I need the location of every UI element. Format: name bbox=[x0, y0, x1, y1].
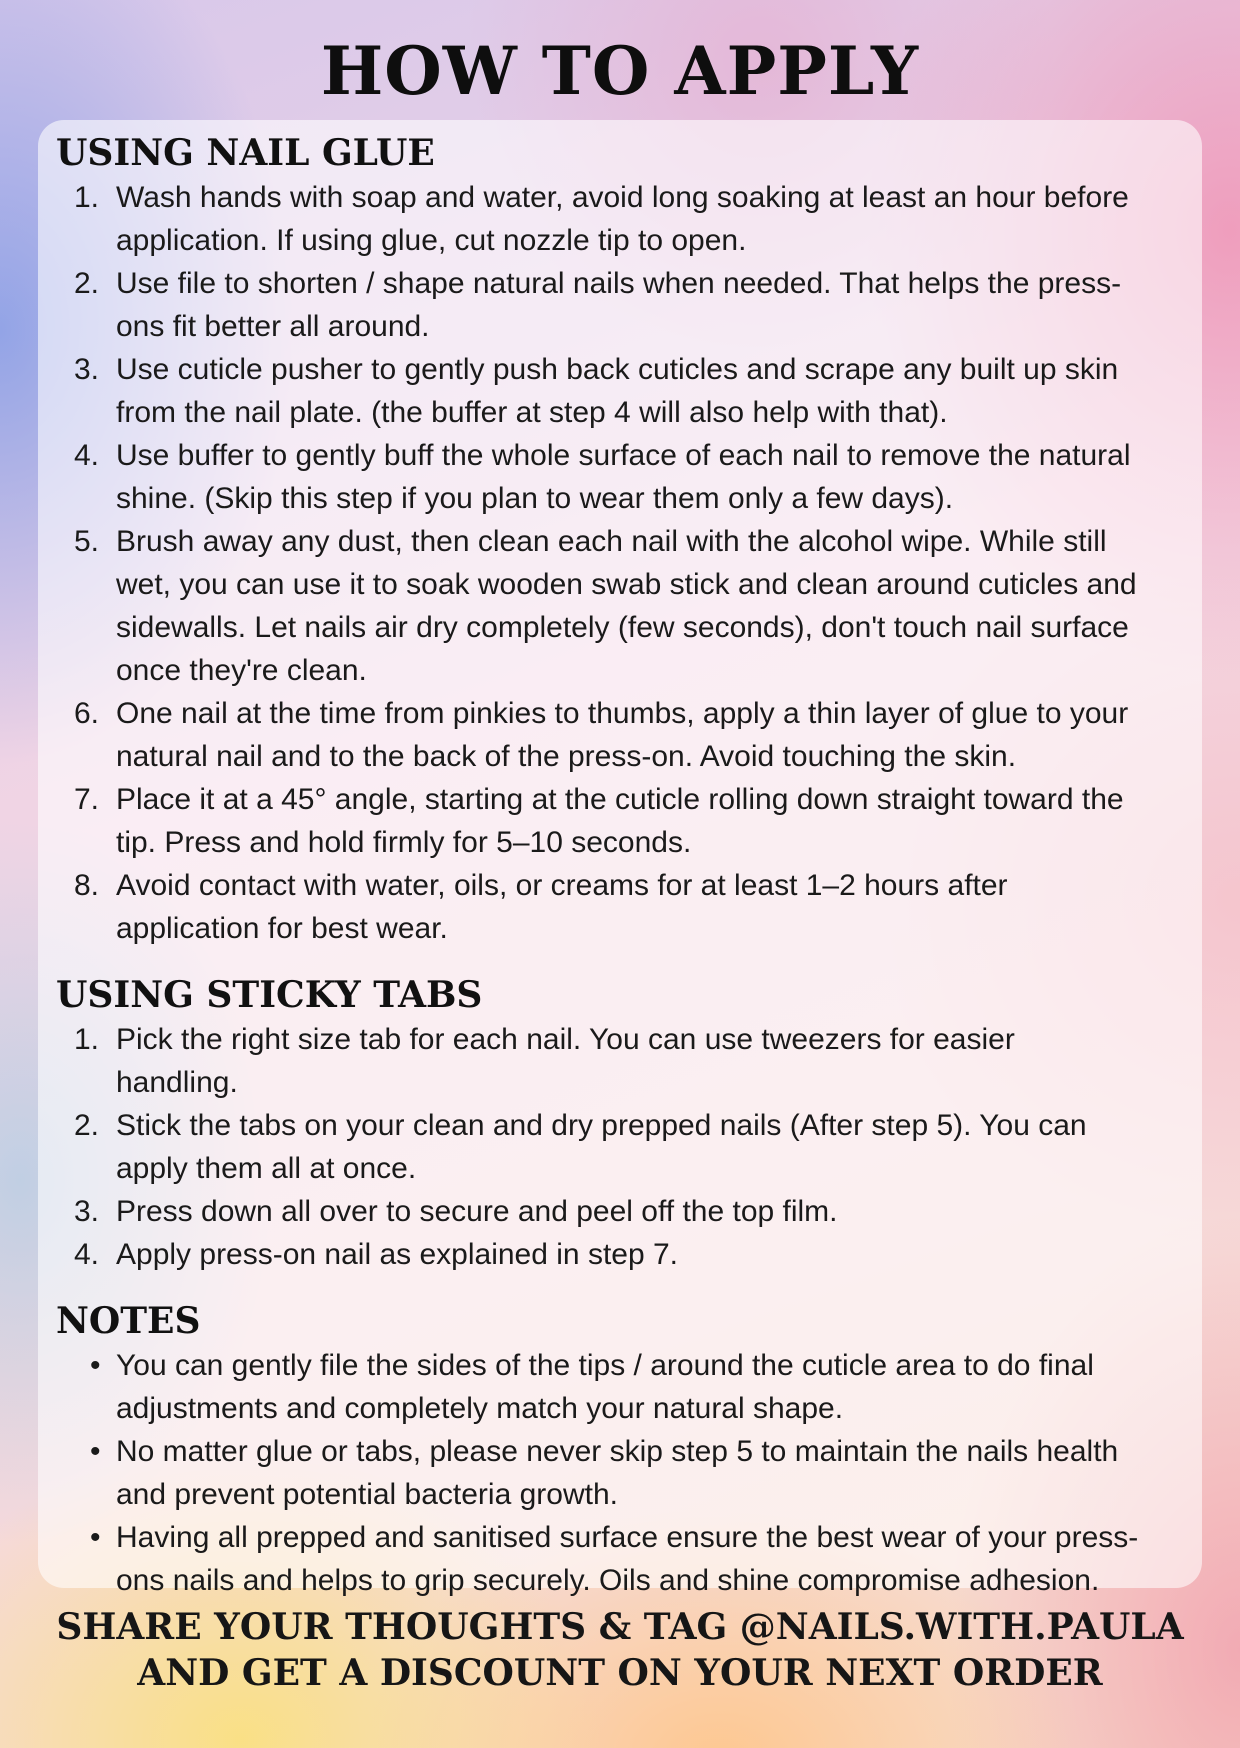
bullet-icon: • bbox=[90, 1521, 101, 1554]
footer-line-discount: AND GET A DISCOUNT ON YOUR NEXT ORDER bbox=[137, 1652, 1103, 1694]
sticky-tabs-steps bbox=[56, 1018, 1202, 1276]
step-number: 3. bbox=[74, 353, 100, 386]
step-number: 2. bbox=[74, 267, 100, 300]
step-text: Stick the tabs on your clean and dry prepped nails (After step 5). You can apply them all at once. bbox=[116, 1109, 1087, 1185]
step-text: Avoid contact with water, oils, or creams for at least 1–2 hours after application for best wear. bbox=[116, 869, 1008, 945]
step-text: Use cuticle pusher to gently push back cuticles and scrape any built up skin from the nail plate. (the buffer at step 4 will also help with that). bbox=[116, 353, 1119, 429]
list-item bbox=[56, 434, 1144, 520]
list-item bbox=[56, 176, 1144, 262]
step-number: 7. bbox=[74, 783, 100, 816]
step-number: 6. bbox=[74, 697, 100, 730]
section-heading-sticky-tabs: USING STICKY TABS bbox=[56, 974, 483, 1016]
section-heading-notes: NOTES bbox=[56, 1300, 201, 1342]
list-item bbox=[56, 348, 1144, 434]
footer-call-to-action bbox=[0, 1604, 1240, 1696]
list-item bbox=[56, 262, 1144, 348]
list-item bbox=[56, 1018, 1144, 1104]
notes-list bbox=[56, 1344, 1202, 1602]
list-item bbox=[56, 1233, 1144, 1276]
section-heading-nail-glue: USING NAIL GLUE bbox=[56, 132, 435, 174]
bullet-icon: • bbox=[90, 1435, 101, 1468]
page-title: HOW TO APPLY bbox=[320, 32, 920, 110]
list-item bbox=[56, 1430, 1144, 1516]
step-text: Brush away any dust, then clean each nail with the alcohol wipe. While still wet, you can use it to soak wooden swab stick and clean around cuticles and sidewalls. Let nails air dry completely (few seconds), don't touch nail surface once they're clean. bbox=[116, 525, 1137, 687]
step-number: 1. bbox=[74, 1023, 100, 1056]
step-text: Place it at a 45° angle, starting at the cuticle rolling down straight toward the tip. Press and hold firmly for 5–10 seconds. bbox=[116, 783, 1124, 859]
note-text: You can gently file the sides of the tips / around the cuticle area to do final adjustments and completely match your natural shape. bbox=[116, 1349, 1094, 1425]
step-number: 1. bbox=[74, 181, 100, 214]
list-item bbox=[56, 692, 1144, 778]
note-text: Having all prepped and sanitised surface ensure the best wear of your press-ons nails and helps to grip securely. Oils and shine compromise adhesion. bbox=[116, 1521, 1139, 1597]
step-text: Use file to shorten / shape natural nails when needed. That helps the press-ons fit better all around. bbox=[116, 267, 1122, 343]
bullet-icon: • bbox=[90, 1349, 101, 1382]
list-item bbox=[56, 1516, 1144, 1602]
list-item bbox=[56, 778, 1144, 864]
step-text: Apply press-on nail as explained in step 7. bbox=[116, 1238, 679, 1271]
step-text: Wash hands with soap and water, avoid long soaking at least an hour before application. If using glue, cut nozzle tip to open. bbox=[116, 181, 1129, 257]
footer-line-share: SHARE YOUR THOUGHTS & TAG @NAILS.WITH.PAULA bbox=[56, 1606, 1184, 1648]
instructions-panel bbox=[38, 120, 1202, 1597]
step-number: 4. bbox=[74, 1238, 100, 1271]
step-number: 2. bbox=[74, 1109, 100, 1142]
step-text: One nail at the time from pinkies to thumbs, apply a thin layer of glue to your natural nail and to the back of the press-on. Avoid touching the skin. bbox=[116, 697, 1129, 773]
nail-glue-steps bbox=[56, 176, 1202, 950]
note-text: No matter glue or tabs, please never skip step 5 to maintain the nails health and prevent potential bacteria growth. bbox=[116, 1435, 1119, 1511]
step-text: Pick the right size tab for each nail. You can use tweezers for easier handling. bbox=[116, 1023, 1015, 1099]
list-item bbox=[56, 1344, 1144, 1430]
step-text: Press down all over to secure and peel off the top film. bbox=[116, 1195, 838, 1228]
list-item bbox=[56, 1190, 1144, 1233]
step-number: 5. bbox=[74, 525, 100, 558]
step-number: 3. bbox=[74, 1195, 100, 1228]
step-number: 8. bbox=[74, 869, 100, 902]
step-text: Use buffer to gently buff the whole surface of each nail to remove the natural shine. (Skip this step if you plan to wear them only a few days). bbox=[116, 439, 1131, 515]
list-item bbox=[56, 864, 1144, 950]
list-item bbox=[56, 1104, 1144, 1190]
step-number: 4. bbox=[74, 439, 100, 472]
list-item bbox=[56, 520, 1144, 692]
